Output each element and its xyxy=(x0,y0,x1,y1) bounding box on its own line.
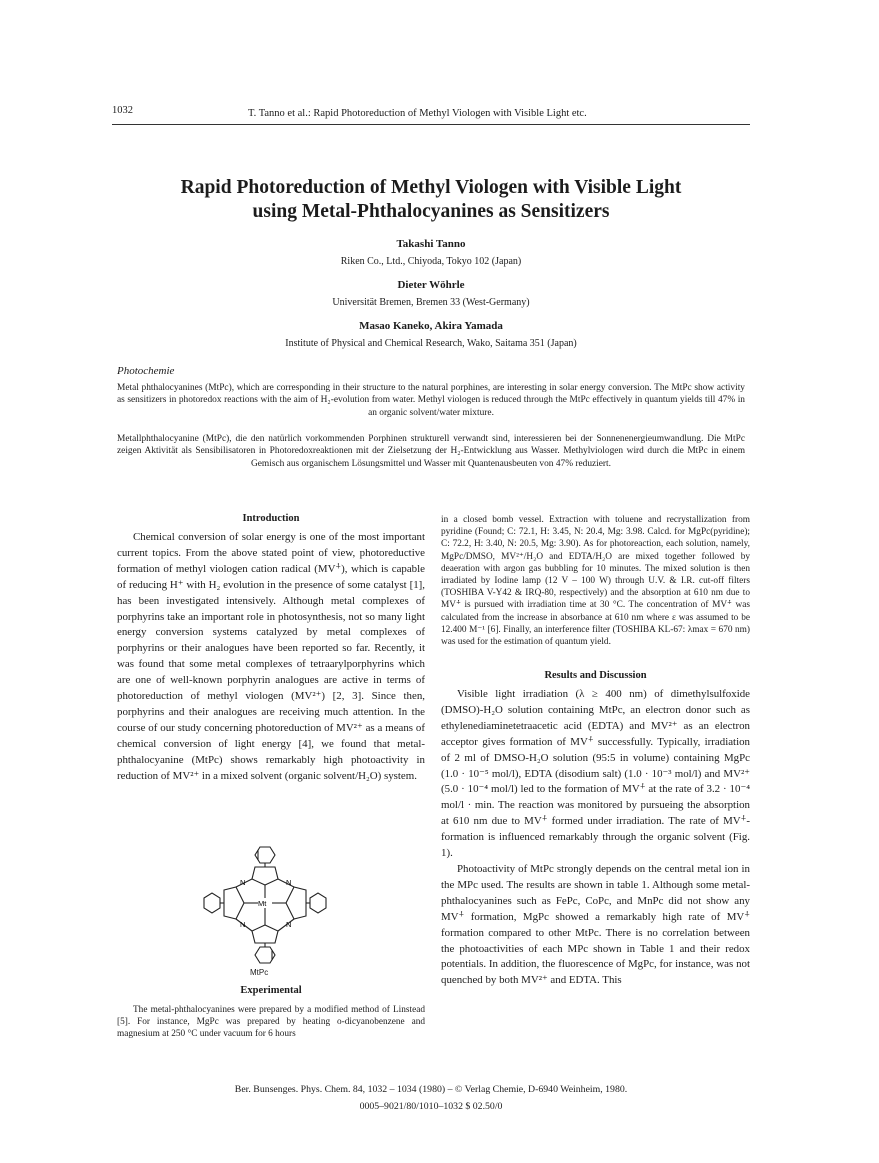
header-rule xyxy=(112,124,750,125)
results-heading: Results and Discussion xyxy=(544,670,647,681)
introduction-heading: Introduction xyxy=(242,513,300,524)
subject-heading: Photochemie xyxy=(117,365,175,377)
author-1: Takashi Tanno xyxy=(396,238,466,250)
results-paragraph-2: Photoactivity of MtPc strongly depends on the central metal ion in the MPc used. The results are shown in table 1. Although some metal-phthalocyanines such as FePc, CoPc, and MnPc did not show any MV⁺̇ formation, MgPc showed a remarkably high rate of MV⁺̇ formation compared to other MtPc. There is no correlation between the photoactivities of each MPc shown in Table 1 and their redox potentials. In addition, the fluorescence of MgPc, for instance, was not quenched by both MV²⁺ and EDTA. This xyxy=(441,862,750,987)
author-3: Masao Kaneko, Akira Yamada xyxy=(359,320,503,332)
experimental-paragraph: The metal-phthalocyanines were prepared by a modified method of Linstead [5]. For instance, MgPc was prepared by heating o-dicyanobenzene and magnesium at 250 °C under vacuum for 6 hours xyxy=(117,1005,425,1040)
mtpc-structure-figure xyxy=(200,845,335,967)
experimental-body xyxy=(117,1004,425,1041)
abstract-german: Metallphthalocyanine (MtPc), die den natürlich vorkommenden Porphinen strukturell verwandt sind, interessieren bei der Sonnenenergieumwandlung. Die MtPc zeigen Aktivität als Sensibilisatoren in Photoredoxreaktionen mit der Zielsetzung der H₂-Entwicklung aus Wasser. Methylviologen wird durch die MtPc in einem Gemisch aus organischem Lösungsmittel und Wasser mit Quantenausbeuten von 47% reduziert. xyxy=(117,434,745,469)
footer-code: 0005–9021/80/1010–1032 $ 02.50/0 xyxy=(359,1101,503,1112)
results-body xyxy=(441,687,750,989)
experimental-heading: Experimental xyxy=(240,985,302,996)
page-number: 1032 xyxy=(112,105,133,116)
affiliation-2: Universität Bremen, Bremen 33 (West-Germany) xyxy=(332,297,530,308)
aza-nitrogen-label: N xyxy=(286,878,292,887)
aza-nitrogen-label: N xyxy=(286,920,292,929)
author-2: Dieter Wöhrle xyxy=(397,279,465,291)
title-line-2: using Metal-Phthalocyanines as Sensitizers xyxy=(252,201,610,222)
central-metal-label: Mt xyxy=(258,899,267,908)
footer-citation: Ber. Bunsenges. Phys. Chem. 84, 1032 – 1034 (1980) – © Verlag Chemie, D-6940 Weinheim, 1980. xyxy=(234,1084,628,1095)
aza-nitrogen-label: N xyxy=(240,878,246,887)
affiliation-3: Institute of Physical and Chemical Research, Wako, Saitama 351 (Japan) xyxy=(285,338,577,349)
affiliation-1: Riken Co., Ltd., Chiyoda, Tokyo 102 (Japan) xyxy=(340,256,522,267)
abstract-english: Metal phthalocyanines (MtPc), which are corresponding in their structure to the natural porphines, are interesting in solar energy conversion. The MtPc show activity as sensitizers in photoredox reactions with the aim of H₂-evolution from water. Methyl viologen is reduced through the MtPc effectively in quantum yields till 47% in an organic solvent/water mixture. xyxy=(117,383,745,418)
introduction-paragraph: Chemical conversion of solar energy is one of the most important current topics. From the above stated point of view, photoreductive formation of methyl viologen cation radical (MV⁺̇), which is capable of reducing H⁺ with H₂ evolution in the presence of some catalyst [1], has been investigated intensively. Although metal complexes of porphyrins take an important role in photosynthesis, not so many light energy conversion systems catalyzed by metal complexes of porphyrins or their analogues have been reported so far. Recently, it was found that some metal complexes of tetraarylporphyrins which are one of well-known porphyrin analogues are active in terms of photoreduction of methyl viologen (MV²⁺) [2, 3]. Since then, porphyrins and their analogues are receiving much attention. In the course of our study concerning photoreduction of MV²⁺ as a means of chemical conversion of light energy [4], we found that metal-phthalocyanine (MtPc) shows remarkably high photoactivity in reduction of MV²⁺ in a mixed solvent (organic solvent/H₂O) system. xyxy=(117,531,425,782)
aza-nitrogen-label: N xyxy=(240,920,246,929)
title-line-1: Rapid Photoreduction of Methyl Viologen with Visible Light xyxy=(180,177,682,198)
results-paragraph-1: Visible light irradiation (λ ≥ 400 nm) of dimethylsulfoxide (DMSO)-H₂O solution containing MtPc, an electron donor such as ethylenediaminetetraacetic acid (EDTA) and MV²⁺ as an electron acceptor gives formation of MV⁺̇ successfully. Typically, irradiation of 2 ml of DMSO-H₂O solution (95:5 in volume) containing MgPc (1.0 · 10⁻⁵ mol/l), EDTA (disodium salt) (1.0 · 10⁻³ mol/l) and MV²⁺ (5.0 · 10⁻⁴ mol/l) led to the formation of MV⁺̇ at the rate of 3.2 · 10⁻⁴ mol/l · min. The reaction was monitored by pursueing the absorption at 610 nm due to MV⁺̇ formed under irradiation. The rate of MV⁺̇-formation is influenced remarkably through the organic solvent (Fig. 1). xyxy=(441,688,750,860)
experimental-continued-paragraph: in a closed bomb vessel. Extraction with toluene and recrystallization from pyridine (Found; C: 72.1, H: 3.45, N: 20.4, Mg: 3.98. Calcd. for MgPc(pyridine); C: 72.2, H: 3.40, N: 20.5, Mg: 3.90). As for photoreaction, each solution, namely, MgPc/DMSO, MV²⁺/H₂O and EDTA/H₂O are mixed together followed by deaeration with argon gas bubbling for 10 minutes. The mixed solution is then irradiated by Iodine lamp (12 V – 100 W) through U.V. & I.R. cut-off filters (TOSHIBA V-Y42 & IRQ-80, respectively) and the absorption at 610 nm due to MV⁺̇ is pursued with irradiation time at 30 °C. The concentration of MV⁺̇ was calculated from the increase in absorbance at 610 nm where ε was assumed to be 12.400 M⁻¹ [6]. Finally, an interference filter (TOSHIBA KL-67: λmax = 670 nm) was used for the estimation of quantum yield. xyxy=(441,515,750,648)
figure-caption: MtPc xyxy=(250,968,269,977)
introduction-body xyxy=(117,530,425,785)
experimental-continued xyxy=(441,514,750,648)
running-title: T. Tanno et al.: Rapid Photoreduction of Methyl Viologen with Visible Light etc. xyxy=(248,108,587,119)
article-title xyxy=(112,176,750,224)
